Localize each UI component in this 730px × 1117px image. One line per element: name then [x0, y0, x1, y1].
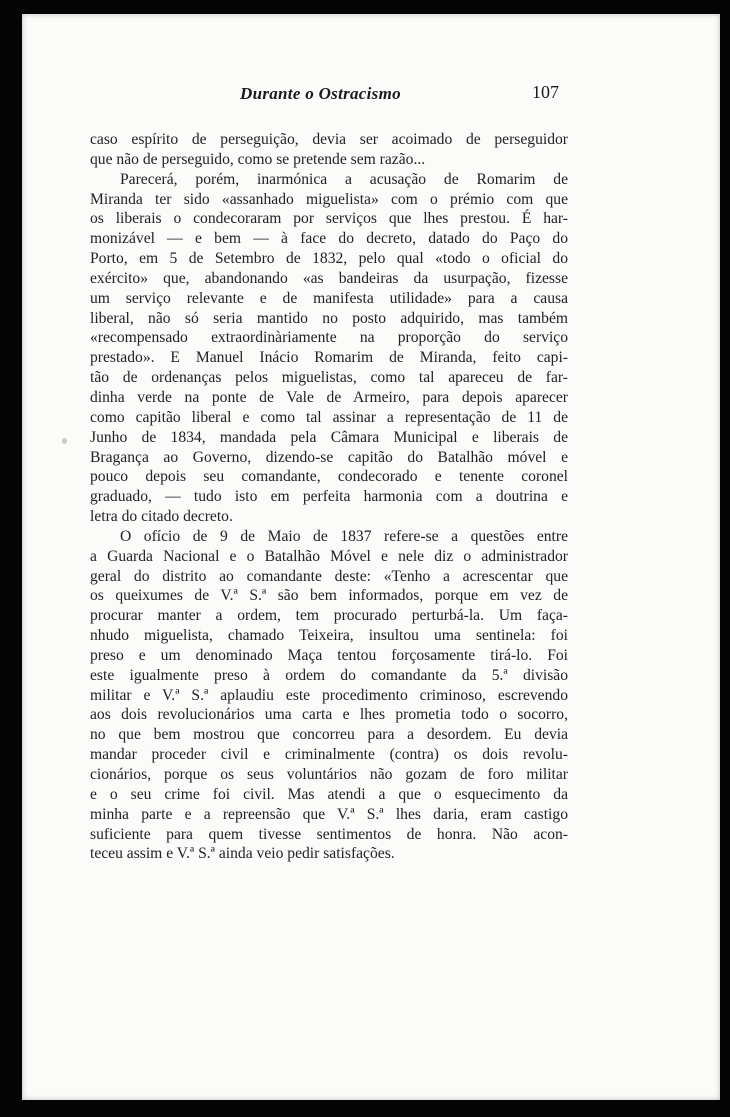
- text-line: letra do citado decreto.: [90, 508, 233, 526]
- text-line: um serviço relevante e de manifesta utilidade» para a causa: [90, 289, 568, 307]
- text-line: dinha verde na ponte de Vale de Armeiro, para depois aparecer: [90, 388, 568, 406]
- text-line: e o seu crime foi civil. Mas atendi a que o esquecimento da: [90, 785, 568, 803]
- paragraph-start-line: O ofício de 9 de Maio de 1837 refere-se a questões entre: [120, 527, 568, 545]
- book-page: [22, 14, 720, 1100]
- text-line: caso espírito de perseguição, devia ser acoimado de perseguidor: [90, 131, 568, 148]
- text-line: «recompensado extraordinàriamente na proporção do serviço: [90, 329, 568, 347]
- running-title: Durante o Ostracismo: [240, 84, 401, 103]
- text-line: este igualmente preso à ordem do comandante da 5.ª divisão: [90, 666, 568, 684]
- text-line: Porto, em 5 de Setembro de 1832, pelo qual «todo o oficial do: [90, 250, 568, 268]
- text-line: que não de perseguido, como se pretende sem razão...: [90, 150, 426, 168]
- text-line: os liberais o condecoraram por serviços que lhes prestou. É har-: [90, 210, 568, 228]
- text-line: Junho de 1834, mandada pela Câmara Municipal e liberais de: [90, 428, 568, 446]
- paragraph-start-line: Parecerá, porém, inarmónica a acusação de Romarim de: [120, 170, 568, 188]
- text-line: suficiente para quem tivesse sentimentos de honra. Não acon-: [90, 825, 568, 843]
- text-line: graduado, — tudo isto em perfeita harmonia com a doutrina e: [90, 488, 568, 506]
- text-line: a Guarda Nacional e o Batalhão Móvel e nele diz o administrador: [90, 547, 568, 565]
- text-line: cionários, porque os seus voluntários não gozam de foro militar: [90, 766, 568, 783]
- text-line: mandar proceder civil e criminalmente (contra) os dois revolu-: [90, 746, 568, 764]
- text-line: como capitão liberal e como tal assinar a representação de 11 de: [90, 408, 568, 426]
- text-line: tão de ordenanças pelos miguelistas, como tal apareceu de far-: [90, 369, 568, 387]
- text-line: procurar manter a ordem, tem procurado perturbá-la. Um faça-: [90, 607, 568, 625]
- text-line: teceu assim e V.ª S.ª ainda veio pedir satisfações.: [90, 845, 395, 863]
- body-text: [90, 130, 568, 864]
- text-line: aos dois revolucionários uma carta e lhes prometia todo o socorro,: [90, 706, 568, 724]
- text-line: exército» que, abandonando «as bandeiras da usurpação, fizesse: [90, 269, 568, 287]
- text-line: monizável — e bem — à face do decreto, datado do Paço do: [90, 230, 568, 248]
- text-line: liberal, não só seria mantido no posto adquirido, mas também: [90, 309, 568, 327]
- text-line: os queixumes de V.ª S.ª são bem informados, porque em vez de: [90, 587, 568, 605]
- text-line: no que bem mostrou que concorreu para a desordem. Eu devia: [90, 726, 568, 744]
- text-line: prestado». E Manuel Inácio Romarim de Miranda, feito capi-: [90, 349, 568, 367]
- text-line: minha parte e a repreensão que V.ª S.ª lhes daria, eram castigo: [90, 805, 568, 823]
- text-line: militar e V.ª S.ª aplaudiu este procedimento criminoso, escrevendo: [90, 686, 568, 704]
- paper-speck: [62, 438, 67, 444]
- text-line: Bragança ao Governo, dizendo-se capitão do Batalhão móvel e: [90, 448, 568, 466]
- text-line: preso e um denominado Maça tentou forçosamente tirá-lo. Foi: [90, 646, 568, 664]
- text-line: geral do distrito ao comandante deste: «Tenho a acrescentar que: [90, 567, 568, 585]
- page-header: [22, 84, 720, 108]
- text-line: Miranda ter sido «assanhado miguelista» com o prémio com que: [90, 190, 568, 208]
- text-line: pouco depois seu comandante, condecorado e tenente coronel: [90, 468, 568, 486]
- page-number: 107: [532, 82, 559, 102]
- text-line: nhudo miguelista, chamado Teixeira, insultou uma sentinela: foi: [90, 627, 568, 645]
